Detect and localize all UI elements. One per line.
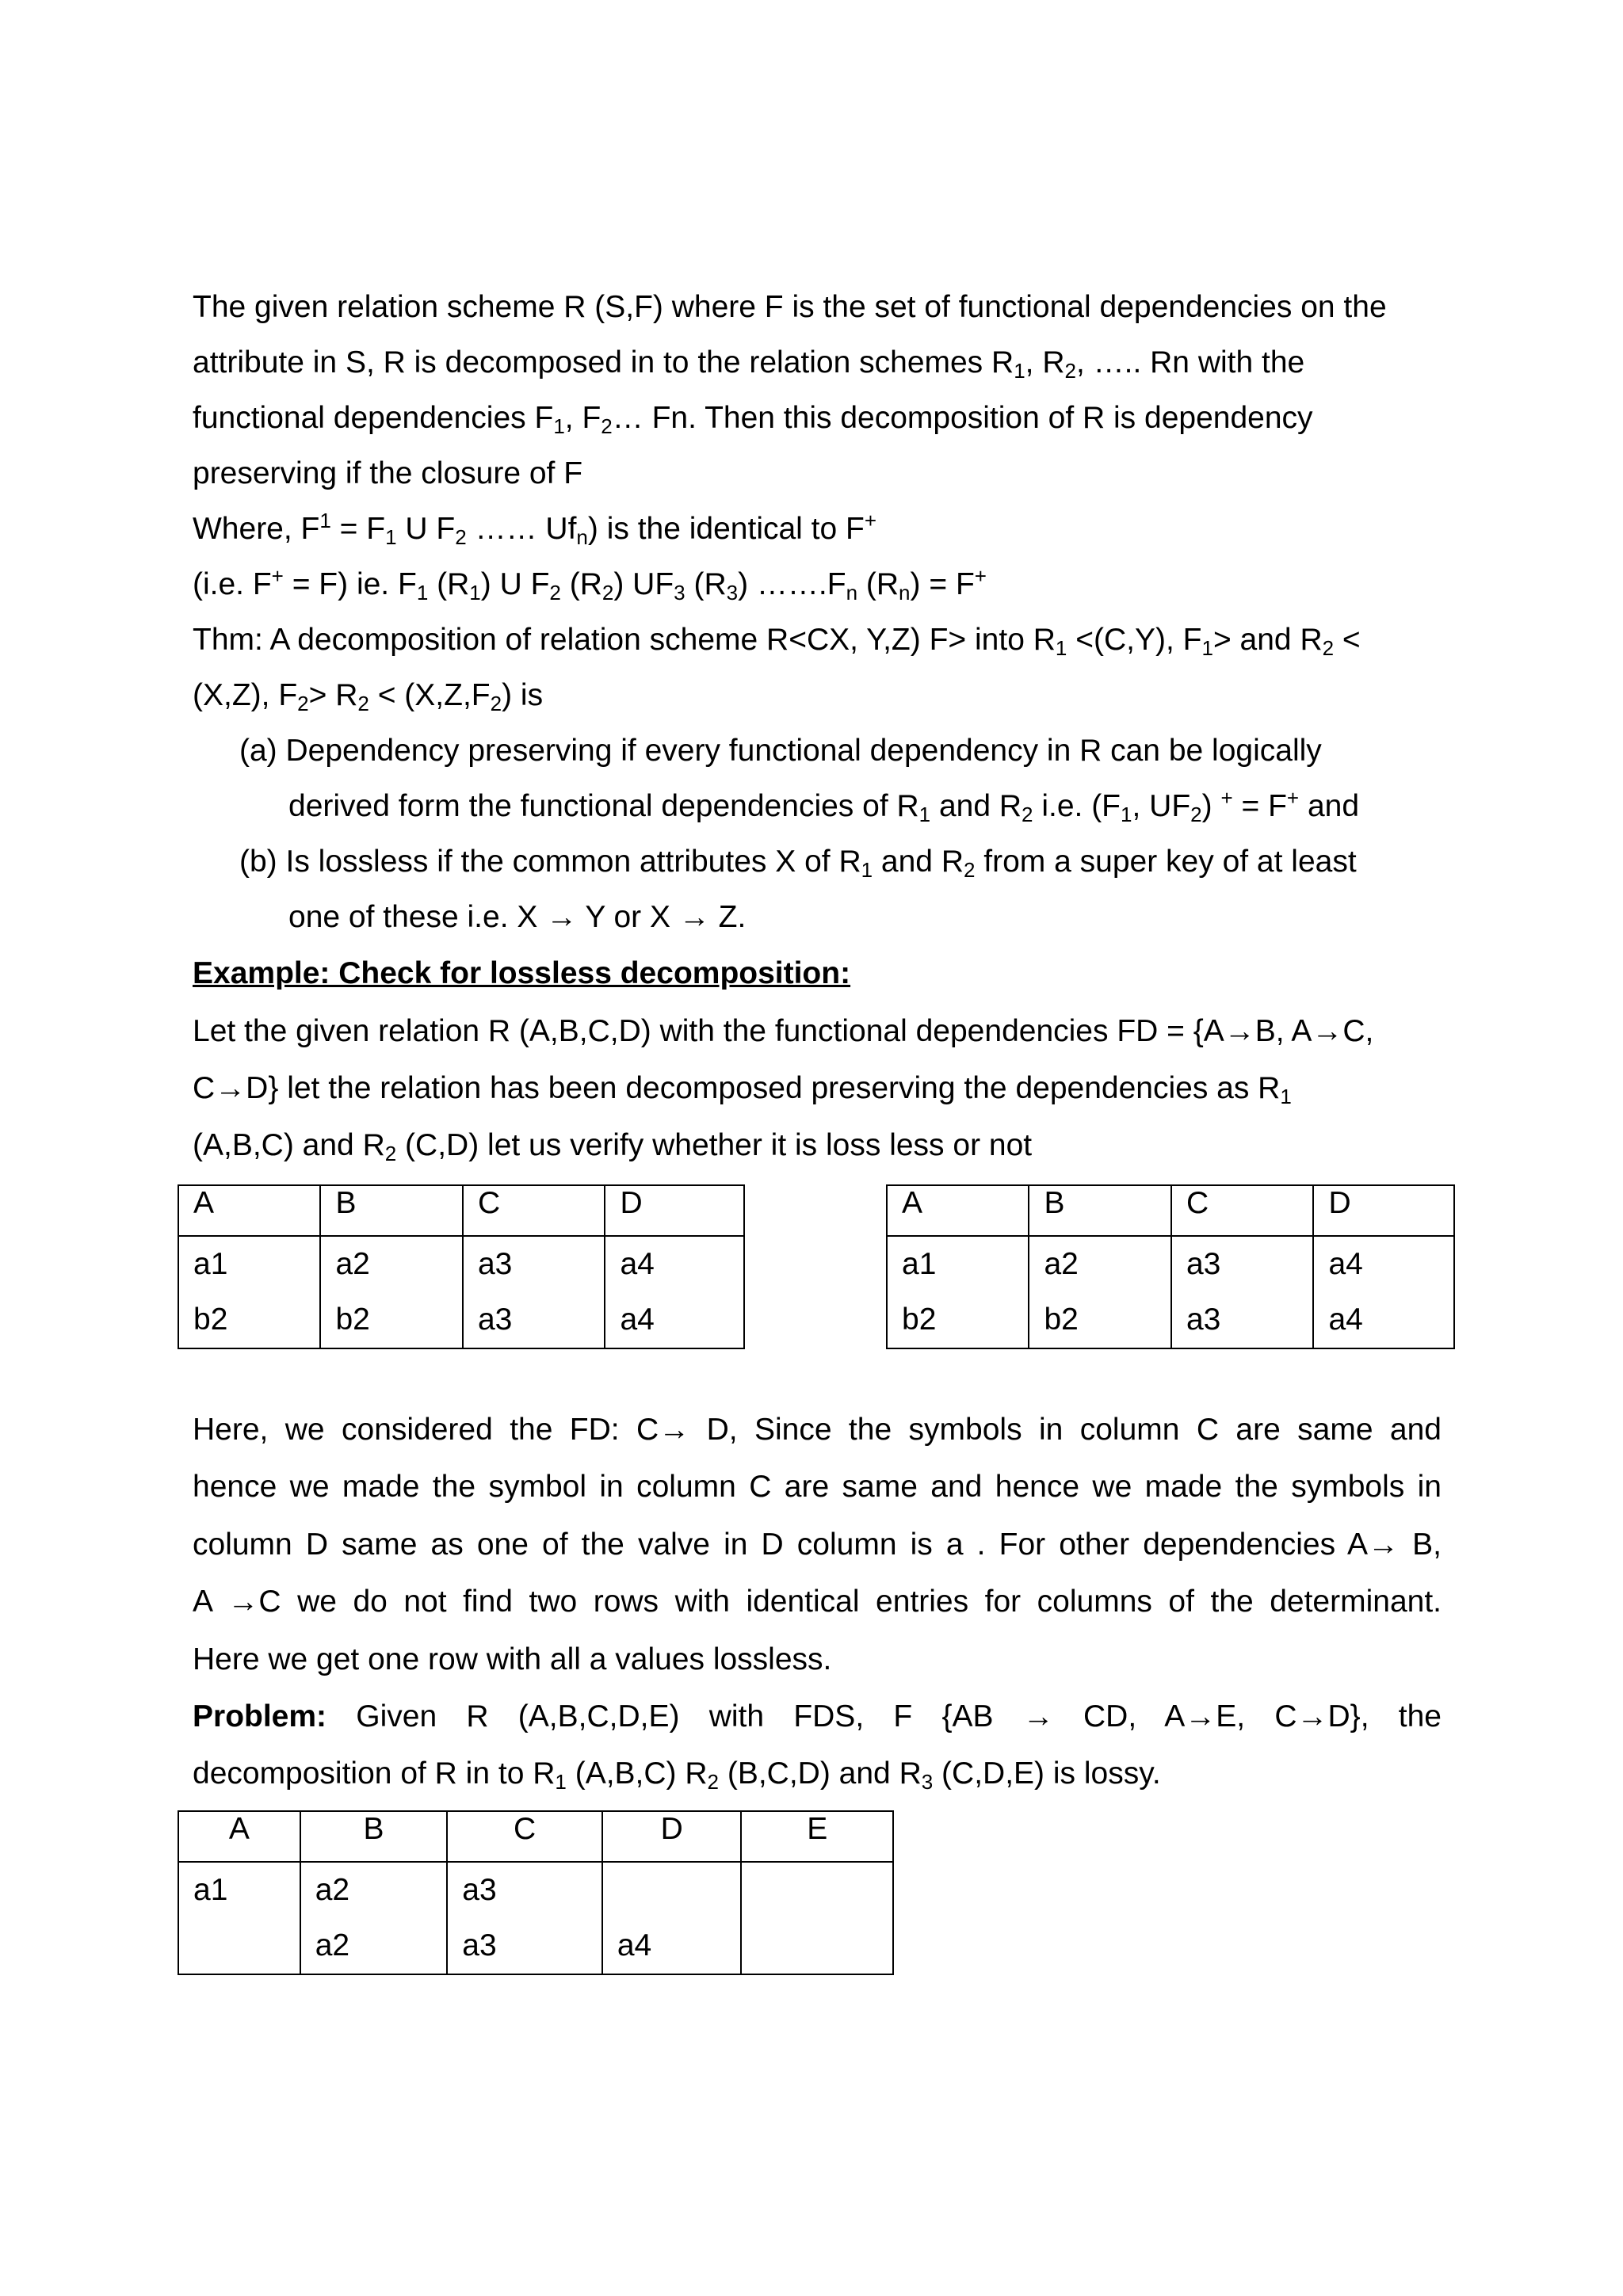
thm-line1: Thm: A decomposition of relation scheme R<CX, Y,Z) F> into $R_1 <(C,Y)$, $F_1>$ and $R_2$ <: [193, 623, 1361, 660]
table-cell: a1 b2: [178, 1236, 320, 1348]
problem-line2: decomposition of R in to $R_1$ (A,B,C) $R_2$ (B,C,D) and $R_3$ (C,D,E) is lossy.: [193, 1756, 1161, 1794]
para2-line5: Here we get one row with all a values lossless.: [193, 1642, 832, 1676]
table-cell: [741, 1862, 893, 1974]
example-line3: (A,B,C) and $R_2$ (C,D) let us verify whether it is loss less or not: [193, 1128, 1033, 1165]
table-header-cell: C: [463, 1185, 605, 1236]
table-cell: a3 a3: [447, 1862, 602, 1974]
table-header-cell: B: [300, 1811, 448, 1862]
table-cell: a3 a3: [1171, 1236, 1313, 1348]
para2-line3: column D same as one of the valve in D column is a . For other dependencies A→ B,: [193, 1527, 1442, 1562]
para1-line4: preserving if the closure of F: [193, 456, 583, 490]
table-cell: a4 a4: [605, 1236, 744, 1348]
example-line1: Let the given relation R (A,B,C,D) with the functional dependencies FD = {A→B, A→C,: [193, 1014, 1374, 1048]
table-header-cell: B: [320, 1185, 462, 1236]
table-header-cell: E: [741, 1811, 893, 1862]
table-cell: a4: [602, 1862, 742, 1974]
para1-line1: The given relation scheme R (S,F) where F is the set of functional dependencies on the: [193, 290, 1387, 324]
decomposition-table-left: [178, 1184, 745, 1349]
table-header-cell: D: [1313, 1185, 1454, 1236]
para1-line5: Where, $F^1 = F_1$ U $F_2$ …… $Uf_n$) is the identical to F+: [193, 509, 877, 549]
example-line2: C→D} let the relation has been decomposed preserving the dependencies as $R_1$: [193, 1071, 1292, 1108]
problem-label: Problem:: [193, 1699, 327, 1733]
table-cell: a3 a3: [463, 1236, 605, 1348]
table-header-cell: B: [1029, 1185, 1170, 1236]
para2-line4: A →C we do not find two rows with identical entries for columns of the determinant.: [193, 1585, 1442, 1619]
table-cell: a2 b2: [320, 1236, 462, 1348]
table-header-cell: D: [602, 1811, 742, 1862]
thm-item-a-line1: (a) Dependency preserving if every functional dependency in R can be logically: [239, 734, 1322, 768]
table-cell: a1 b2: [887, 1236, 1029, 1348]
table-header-cell: A: [178, 1811, 300, 1862]
table-cell: a4 a4: [1313, 1236, 1454, 1348]
table-cell: a2 b2: [1029, 1236, 1170, 1348]
problem-table: [178, 1810, 894, 1975]
thm-line2: (X,Z), $F_2> R_2 < (X,Z,F_2)$ is: [193, 678, 544, 715]
thm-item-b-line1: (b) Is lossless if the common attributes X of $R_1$ and $R_2$ from a super key of at least: [239, 845, 1357, 882]
para2-line2: hence we made the symbol in column C are same and hence we made the symbols in: [193, 1470, 1442, 1504]
table-header-cell: C: [1171, 1185, 1313, 1236]
para1-line6: (i.e. F+ = F) ie. $F_1$ $(R_1)$ U $F_2$ $(R_2)$ $UF_3$ $(R_3)$ $\dots\dots.F_n$ $(R_n) = F^+$: [193, 564, 987, 605]
thm-item-b-line2: one of these i.e. X → Y or X → Z.: [288, 900, 747, 934]
table-header-cell: A: [887, 1185, 1029, 1236]
para1-line3: functional dependencies $F_1$, $F_2\dots$ Fn. Then this decomposition of R is dependency: [193, 401, 1313, 438]
example-heading: Example: Check for lossless decomposition:: [193, 956, 851, 990]
thm-item-a-line2: derived form the functional dependencies of $R_1$ and $R_2$ i.e. ($F_1$, $UF_2$) + = F+ and: [288, 786, 1360, 826]
table-header-cell: A: [178, 1185, 320, 1236]
table-cell: a2 a2: [300, 1862, 448, 1974]
para1-line2: attribute in S, R is decomposed in to the relation schemes $R_1$, $R_2$, ….. Rn with the: [193, 345, 1305, 383]
table-header-cell: D: [605, 1185, 744, 1236]
table-header-cell: C: [447, 1811, 602, 1862]
para2-line1: Here, we considered the FD: C→ D, Since the symbols in column C are same and: [193, 1413, 1442, 1447]
table-cell: a1: [178, 1862, 300, 1974]
decomposition-table-right: [886, 1184, 1455, 1349]
problem-line1: Problem: Given R (A,B,C,D,E) with FDS, F {AB → CD, A→E, C→D}, the: [193, 1699, 1442, 1733]
